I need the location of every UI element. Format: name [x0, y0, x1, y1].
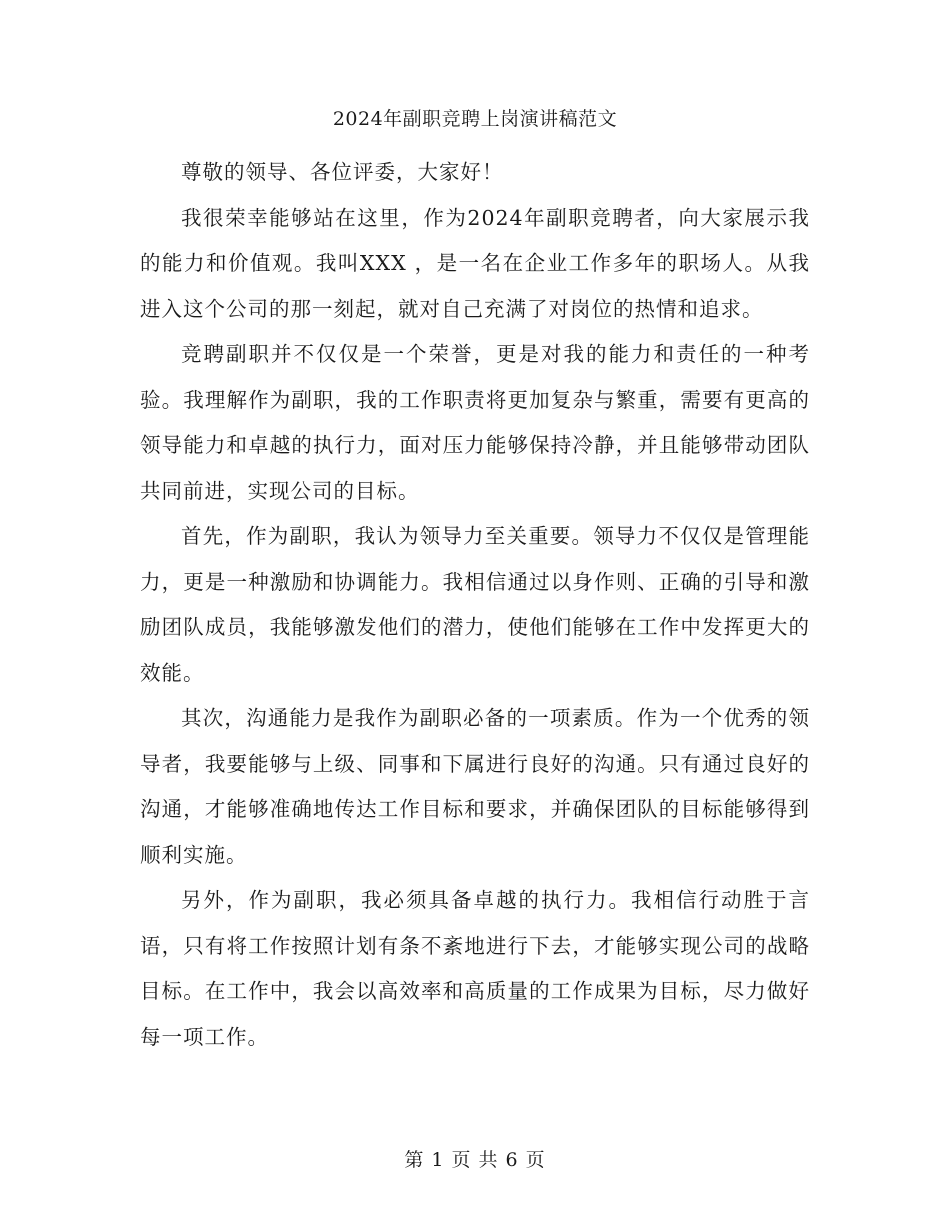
intro-paragraph: 我很荣幸能够站在这里，作为2024年副职竞聘者，向大家展示我的能力和价值观。我叫XXX ，是一名在企业工作多年的职场人。从我进入这个公司的那一刻起，就对自己充满了对岗位的热情和追求。 [140, 205, 810, 321]
leadership-paragraph: 首先，作为副职，我认为领导力至关重要。领导力不仅仅是管理能力，更是一种激励和协调能力。我相信通过以身作则、正确的引导和激励团队成员，我能够激发他们的潜力，使他们能够在工作中发挥更大的效能。 [140, 524, 810, 685]
document-title: 2024年副职竞聘上岗演讲稿范文 [332, 108, 618, 130]
execution-paragraph: 另外，作为副职，我必须具备卓越的执行力。我相信行动胜于言语，只有将工作按照计划有条不紊地进行下去，才能够实现公司的战略目标。在工作中，我会以高效率和高质量的工作成果为目标，尽力做好每一项工作。 [140, 888, 810, 1049]
page-number-footer: 第 1 页 共 6 页 [404, 1149, 546, 1171]
understanding-paragraph: 竞聘副职并不仅仅是一个荣誉，更是对我的能力和责任的一种考验。我理解作为副职，我的工作职责将更加复杂与繁重，需要有更高的领导能力和卓越的执行力，面对压力能够保持冷静，并且能够带动团队共同前进，实现公司的目标。 [140, 342, 810, 503]
communication-paragraph: 其次，沟通能力是我作为副职必备的一项素质。作为一个优秀的领导者，我要能够与上级、同事和下属进行良好的沟通。只有通过良好的沟通，才能够准确地传达工作目标和要求，并确保团队的目标能够得到顺利实施。 [140, 706, 810, 867]
document-body [140, 150, 810, 1060]
greeting-paragraph: 尊敬的领导、各位评委，大家好！ [181, 160, 504, 184]
